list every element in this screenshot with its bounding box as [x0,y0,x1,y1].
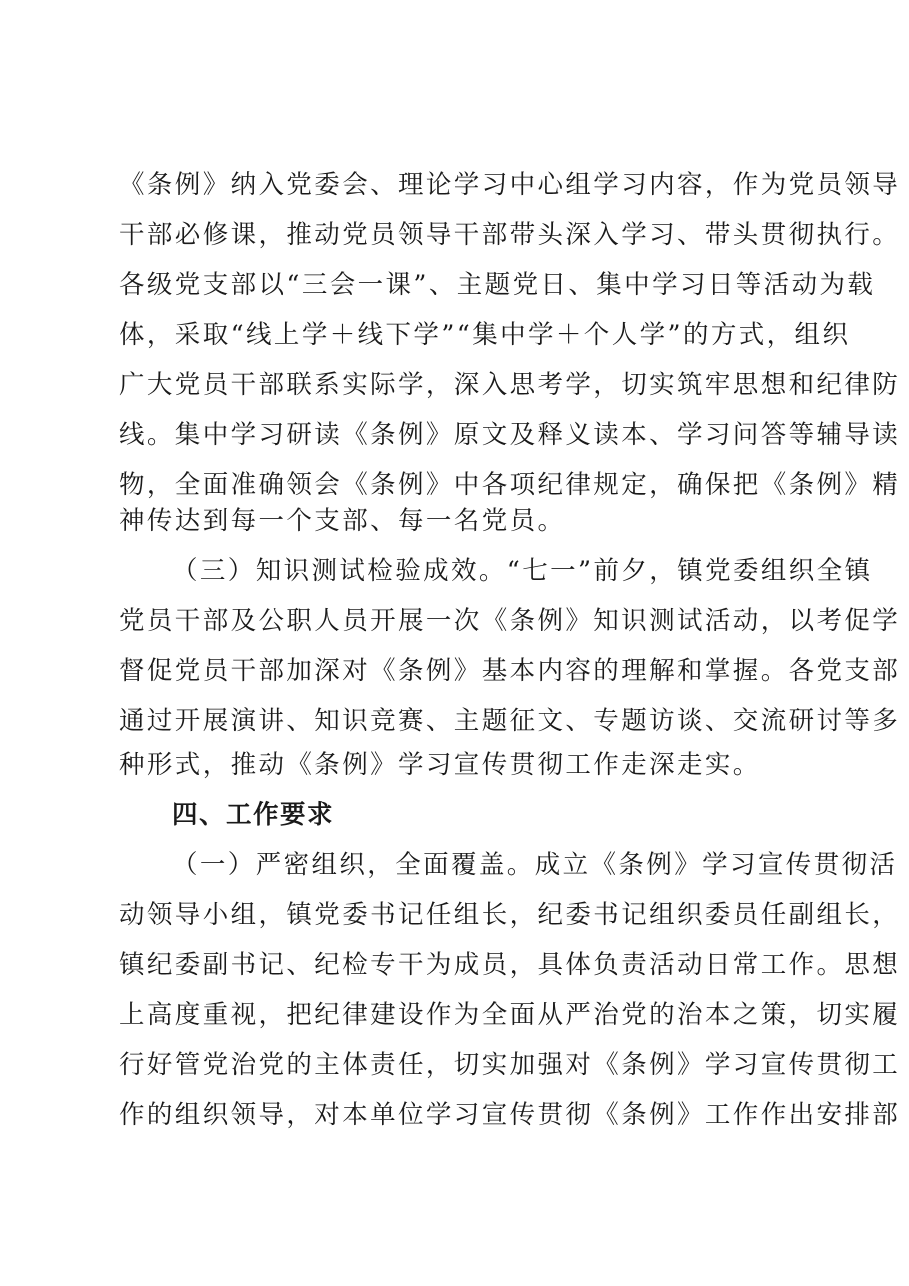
paragraph-first-line: （一）严密组织，全面覆盖。成立《条例》学习宣传贯彻活 [172,850,898,880]
text-line: 通过开展演讲、知识竞赛、主题征文、专题访谈、交流研讨等多 [119,706,901,736]
text-line: 干部必修课，推动党员领导干部带头深入学习、带头贯彻执行。 [119,220,901,250]
text-line: 各级党支部以“三会一课”、主题党日、集中学习日等活动为载 [119,270,876,300]
text-line: 督促党员干部加深对《条例》基本内容的理解和掌握。各党支部 [119,656,901,686]
text-line: 《条例》纳入党委会、理论学习中心组学习内容，作为党员领导 [119,170,901,200]
text-line: 动领导小组，镇党委书记任组长，纪委书记组织委员任副组长， [119,900,901,930]
text-line: 体，采取“线上学＋线下学”“集中学＋个人学”的方式，组织 [119,320,851,350]
text-line: 行好管党治党的主体责任，切实加强对《条例》学习宣传贯彻工 [119,1050,901,1080]
text-line: 党员干部及公职人员开展一次《条例》知识测试活动，以考促学 [119,606,901,636]
text-line: 上高度重视，把纪律建设作为全面从严治党的治本之策，切实履 [119,1000,901,1030]
paragraph-first-line: （三）知识测试检验成效。“七一”前夕，镇党委组织全镇 [172,556,873,586]
text-line: 作的组织领导，对本单位学习宣传贯彻《条例》工作作出安排部 [119,1100,901,1130]
text-line: 神传达到每一个支部、每一名党员。 [119,506,566,536]
text-line: 镇纪委副书记、纪检专干为成员，具体负责活动日常工作。思想 [119,950,901,980]
text-line: 广大党员干部联系实际学，深入思考学，切实筑牢思想和纪律防 [119,370,901,400]
text-line: 物，全面准确领会《条例》中各项纪律规定，确保把《条例》精 [119,470,901,500]
text-line: 种形式，推动《条例》学习宣传贯彻工作走深走实。 [119,750,761,780]
text-line: 线。集中学习研读《条例》原文及释义读本、学习问答等辅导读 [119,420,901,450]
section-heading: 四、工作要求 [172,800,335,830]
